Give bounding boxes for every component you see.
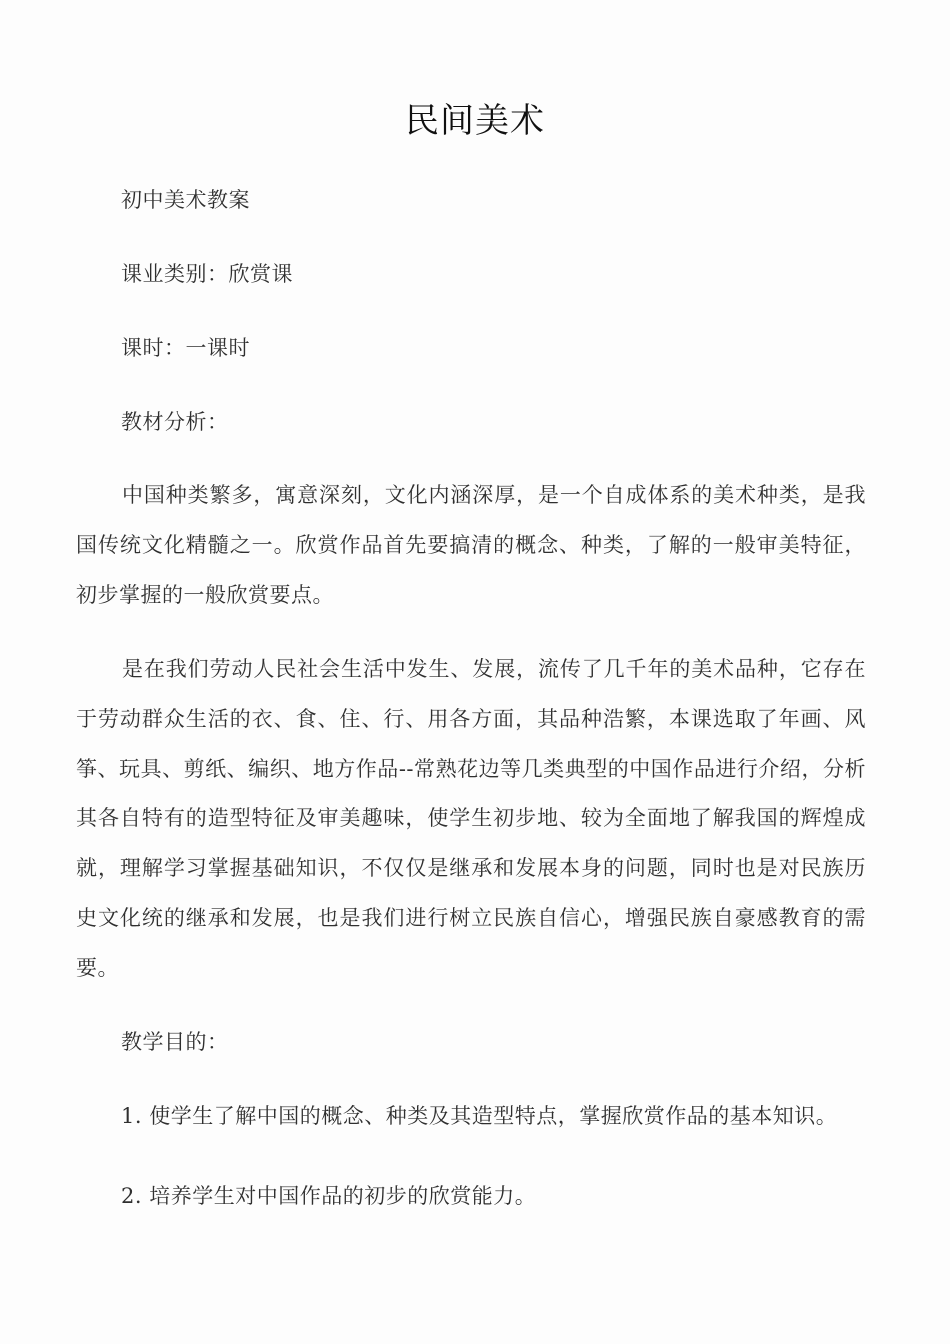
analysis-heading: 教材分析： [121, 410, 229, 434]
course-type-line: 课业类别：欣赏课 [121, 262, 293, 286]
objectives-heading: 教学目的： [121, 1030, 229, 1054]
class-hours-line: 课时：一课时 [121, 336, 250, 360]
analysis-paragraph-1: 中国种类繁多，寓意深刻，文化内涵深厚，是一个自成体系的美术种类，是我国传统文化精髓之一。欣赏作品首先要搞清的概念、种类，了解的一般审美特征，初步掌握的一般欣赏要点。 [76, 483, 866, 607]
analysis-paragraph-2: 是在我们劳动人民社会生活中发生、发展，流传了几千年的美术品种，它存在于劳动群众生活的衣、食、住、行、用各方面，其品种浩繁，本课选取了年画、风筝、玩具、剪纸、编织、地方作品--常熟花边等几类典型的中国作品进行介绍，分析其各自特有的造型特征及审美趣味，使学生初步地、较为全面地了解我国的辉煌成就，理解学习掌握基础知识，不仅仅是继承和发展本身的问题，同时也是对民族历史文化统的继承和发展，也是我们进行树立民族自信心，增强民族自豪感教育的需要。 [76, 657, 866, 980]
objective-item-1: 1. 使学生了解中国的概念、种类及其造型特点，掌握欣赏作品的基本知识。 [121, 1104, 838, 1128]
subtitle-line: 初中美术教案 [121, 188, 250, 212]
objective-item-2: 2. 培养学生对中国作品的初步的欣赏能力。 [121, 1184, 537, 1208]
document-title: 民间美术 [405, 101, 545, 141]
